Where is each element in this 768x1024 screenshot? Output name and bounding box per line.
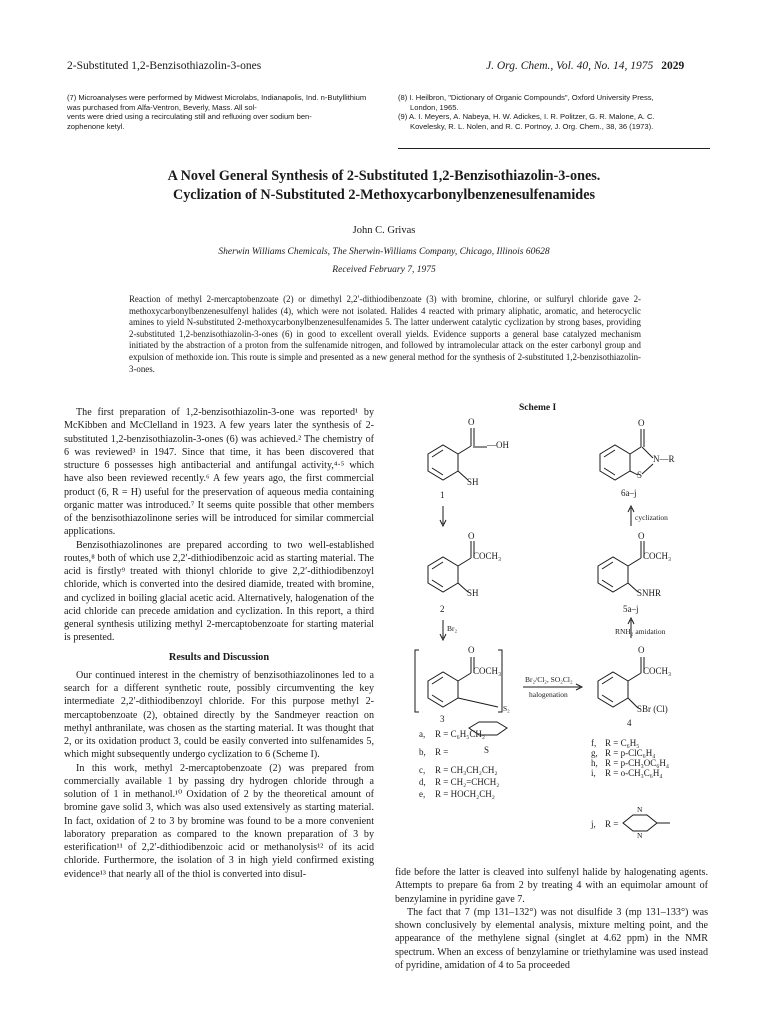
- footnote-line: zophenone ketyl.: [67, 121, 125, 131]
- substituent-item: c, R = CH₃CH₂CH₂: [419, 765, 498, 775]
- substituent-item: g, R = p-ClC₆H₄: [591, 748, 656, 758]
- title-line-2: Cyclization of N-Substituted 2-Methoxycarbonylbenzenesulfenamides: [172, 187, 596, 203]
- substituent-item: e, R = HOCH₂CH₂: [419, 789, 495, 799]
- reagents-label: Br₂/Cl₂, SO₂Cl₂: [525, 675, 573, 684]
- carbonyl-oxygen: O: [468, 645, 475, 655]
- sulfur-label: S: [637, 470, 643, 480]
- compound-number: 1: [440, 490, 445, 500]
- amidation-label: RNH₂ amidation: [615, 627, 666, 636]
- compound-number: 6a–j: [621, 488, 637, 498]
- paragraph: fide before the latter is cleaved into sulfenyl halide by halogenating agents. Attempts to prepare 6a from 2 by treating 4 with an equimolar amount of benzylamine in pyridine gave 7.: [395, 867, 708, 905]
- ester-label: COCH₃: [473, 666, 502, 676]
- disulfide-label: S₂: [503, 704, 510, 713]
- section-heading: Results and Discussion: [168, 651, 270, 663]
- substituent-item: j, R =: [591, 819, 619, 829]
- footnote-line: Kovelesky, R. L. Nolen, and R. C. Portnoy, J. Org. Chem., 38, 36 (1973).: [410, 121, 654, 131]
- reagent-label: Br₂: [447, 624, 458, 633]
- abstract: Reaction of methyl 2-mercaptobenzoate (2) or dimethyl 2,2′-dithiodibenzoate (3) with bromine, chlorine, or sulfuryl chloride gave 2-methoxycarbonylbenzenesulfenyl halides (4), which were not isolated. Halides 4 reacted with primary aliphatic, aromatic, and heterocyclic amines to yield N-substituted 2-methoxycarbonylbenzenesulfenamides 5. The latter underwent catalytic cyclization by strong bases, providing 2-substituted 1,2-benzisothiazolin-3-ones (6) in good to excellent overall yields. Evidence supports a general base catalyzed mechanism initiated by the abstraction of a proton from the sulfenamide nitrogen, and followed by intramolecular attack on the ester carbonyl group and expulsion of methoxide ion. This route is simple and presented as a new general method for the synthesis of 2-substituted 1,2-benzisothiazolin-3-ones.: [129, 294, 641, 374]
- carbonyl-oxygen: O: [468, 531, 475, 541]
- affiliation: Sherwin Williams Chemicals, The Sherwin-Williams Company, Chicago, Illinois 60628: [218, 247, 550, 257]
- received-date: Received February 7, 1975: [332, 265, 436, 275]
- halogenation-label: halogenation: [529, 690, 568, 699]
- carbonyl-oxygen: O: [468, 417, 475, 427]
- sulfenamide-label: SNHR: [637, 588, 662, 598]
- compound-number: 5a–j: [623, 604, 639, 614]
- substituent-item: d, R = CH₂=CHCH₂: [419, 777, 500, 787]
- ring-nitrogen: N: [637, 831, 643, 840]
- thiol-label: SH: [467, 477, 479, 487]
- paragraph: Benzisothiazolinones are prepared according to two well-established routes,⁸ both of which use 2,2′-dithiodibenzoic acid as starting material. The acid is firstly⁹ treated with thionyl chloride to give 2,2′-dithiodibenzoyl chloride, which is converted into the desired diamide, treated with bromine, and cyclized in boiling glacial acetic acid. Alternatively, halogenation of the acid chloride can precede amidation and cyclization. In this report, a third general synthesis utilizing methyl 2-mercaptobenzoate for starting material is presented.: [64, 539, 374, 644]
- footnote-line: (7) Microanalyses were performed by Midwest Microlabs, Indianapolis, Ind. n-Butyllithium was purchased from Alfa-Ventron, Beverly, Mass. All sol-: [67, 93, 367, 112]
- hydroxyl-label: —OH: [487, 440, 509, 450]
- ester-label: COCH₃: [643, 666, 672, 676]
- ring-heteroatom: S: [484, 745, 490, 755]
- footnote-rule: [398, 148, 710, 149]
- ester-label: COCH₃: [643, 551, 672, 561]
- paragraph: The first preparation of 1,2-benzisothiazolin-3-one was reported¹ by McKibben and McClelland in 1923. A few years later the synthesis of 2-substituted 1,2-benzisothiazolin-3-ones (6) was achieved.² The chemistry of 6 was reviewed³ in 1947. Since that time, it has been discovered that structure 6 possesses high antibacterial and antifungal activity,⁴·⁵ which have also been reviewed recently.⁶ A few years ago, the first commercial product (6, R = H) useful for the preservation of aqueous media containing organic matter was introduced.⁷ It seems quite possible that other members of the benzisothiazolinone series will be introduced for similar commercial applications.: [64, 407, 374, 538]
- page-number: 2029: [661, 60, 685, 72]
- right-column: [395, 866, 708, 972]
- scheme-figure: [395, 402, 708, 862]
- substituent-item: a, R = C₆H₅CH₂: [419, 729, 485, 739]
- left-column: [64, 406, 374, 881]
- paragraph: The fact that 7 (mp 131–132°) was not disulfide 3 (mp 131–133°) was shown conclusively by elemental analysis, mixture melting point, and the appearance of the methylene signal (singlet at 4.62 ppm) in the NMR spectrum. When an excess of benzylamine or triethylamine was used instead of pyridine, amidation of 4 to 5a proceeded: [395, 906, 708, 971]
- footnotes-right: [398, 93, 710, 131]
- paragraph: In this work, methyl 2-mercaptobenzoate (2) was prepared from commercially available 1 by passing dry hydrogen chloride through a solution of 1 in methanol.¹⁰ Oxidation of 2 by the theoretical amount of bromine gave solid 3, which was also used extensively as starting material. In fact, oxidation of 2 to 3 by bromine was found to be a more convenient laboratory preparation as compared to the known preparation of 3 by esterification¹¹ of 2,2′-dithiodibenzoic acid or methanolysis¹² of its acid chloride. Furthermore, the isolation of 3 in high yield confirmed existing evidence¹³ that nearly all of the thiol is converted into disul-: [64, 762, 374, 880]
- footnote-line: (9) A. I. Meyers, A. Nabeya, H. W. Adickes, I. R. Politzer, G. R. Malone, A. C.: [398, 112, 655, 122]
- thiol-label: SH: [467, 588, 479, 598]
- title-line-1: A Novel General Synthesis of 2-Substituted 1,2-Benzisothiazolin-3-ones.: [167, 168, 601, 184]
- article-title: [60, 167, 708, 205]
- carbonyl-oxygen: O: [638, 418, 645, 428]
- substituent-item: h, R = p-CH₃OC₆H₄: [591, 758, 669, 768]
- running-header-left: 2-Substituted 1,2-Benzisothiazolin-3-ones: [67, 60, 262, 72]
- journal-citation: J. Org. Chem., Vol. 40, No. 14, 1975: [486, 60, 654, 72]
- footnote-line: (8) I. Heilbron, "Dictionary of Organic Compounds", Oxford University Press,: [398, 93, 654, 102]
- paragraph: Our continued interest in the chemistry of benzisothiazolinones led to a search for a different synthetic route, possibly circumventing the key intermediate 2,2′-dithiodibenzoyl chloride. For this purpose methyl 2-mercaptobenzoate (2), obtained directly by the Sandmeyer reaction on methyl anthranilate, was chosen as the starting material. It was thought that 2, or its oxidation product 3, could be easily converted into sulfenamides 5, which might subsequently undergo cyclization to 6 (Scheme I).: [64, 669, 374, 761]
- ester-label: COCH₃: [473, 551, 502, 561]
- amine-label: N—R: [653, 454, 675, 464]
- sulfenyl-halide-label: SBr (Cl): [637, 704, 668, 714]
- carbonyl-oxygen: O: [638, 645, 645, 655]
- compound-number: 4: [627, 718, 632, 728]
- scheme-title: Scheme I: [519, 403, 557, 413]
- substituent-item: i, R = o-CH₃C₆H₄: [591, 768, 663, 778]
- footnotes-left: [67, 93, 381, 131]
- substituents-left: [419, 727, 499, 802]
- carbonyl-oxygen: O: [638, 531, 645, 541]
- running-header-journal: [486, 60, 684, 72]
- footnote-line: vents were dried using a recirculating still and refluxing over sodium ben-: [67, 112, 312, 122]
- substituents-right: [591, 738, 669, 778]
- pyrimidine-ring: [623, 815, 657, 831]
- substituent-item: f, R = C₆H₅: [591, 738, 640, 748]
- author: John C. Grivas: [352, 225, 416, 236]
- compound-number: 2: [440, 604, 445, 614]
- compound-number: 3: [440, 714, 445, 724]
- footnote-line: London, 1965.: [410, 102, 459, 112]
- ring-nitrogen: N: [637, 805, 643, 814]
- substituent-item: b, R =: [419, 747, 449, 757]
- cyclization-label: cyclization: [635, 513, 668, 522]
